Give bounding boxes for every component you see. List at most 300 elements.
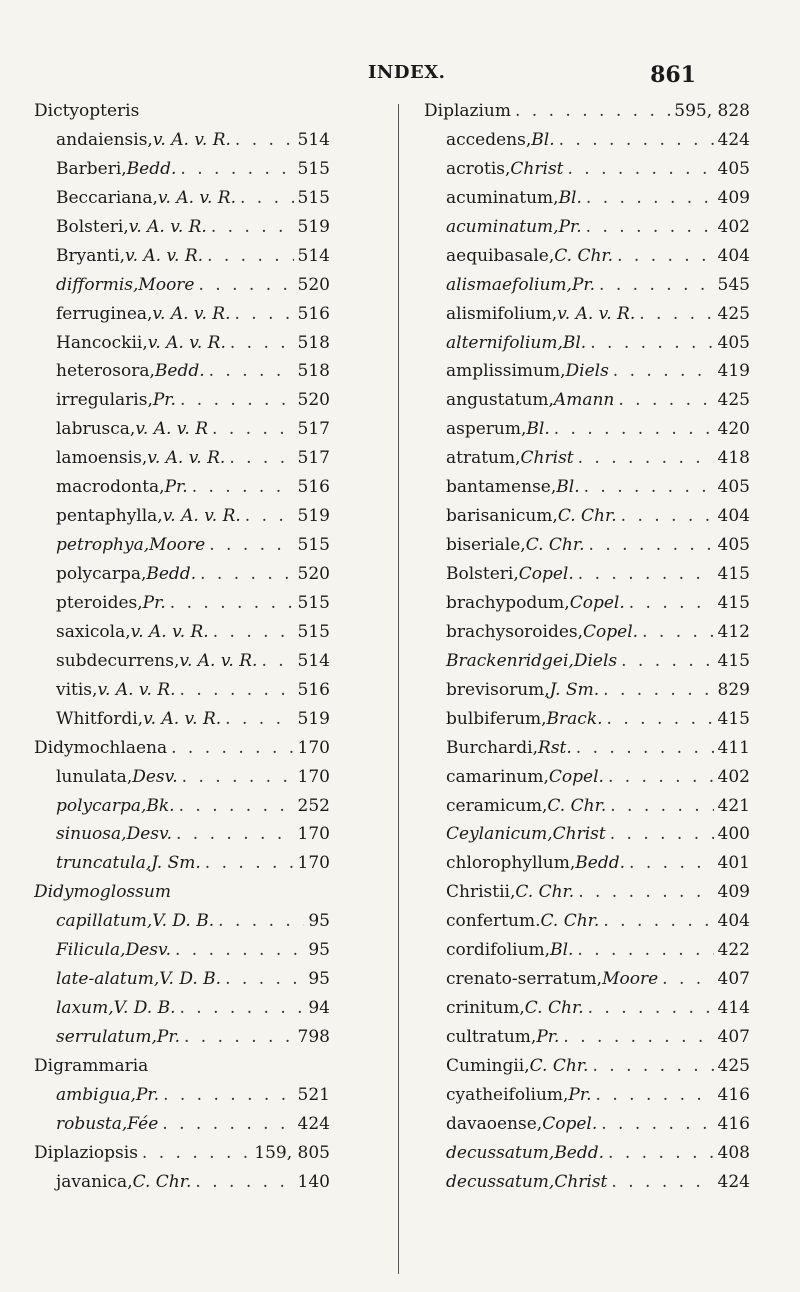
entry-author: Bl. <box>556 477 580 498</box>
entry-name: bantamense, <box>446 477 557 498</box>
entry-name: truncatula, <box>56 853 152 874</box>
dot-leader <box>180 676 294 705</box>
dot-leader <box>578 878 713 907</box>
entry-name: petrophya, <box>56 535 150 556</box>
entry-name: acuminatum, <box>446 187 559 208</box>
entry-name: capillatum, <box>56 911 153 932</box>
index-entry-species <box>34 1081 330 1110</box>
entry-author: Bedd. <box>575 853 626 874</box>
dot-leader <box>610 820 714 849</box>
entry-page-ref: 425 <box>717 303 750 324</box>
index-entry-species <box>424 589 750 618</box>
entry-author: Christ <box>510 158 564 179</box>
index-entry-species <box>34 444 330 473</box>
entry-author: Bl. <box>526 419 550 440</box>
dot-leader <box>621 502 714 531</box>
index-entry-species <box>424 300 750 329</box>
entry-name: Burchardi, <box>446 737 539 758</box>
entry-author: v. A. v. R. <box>557 303 636 324</box>
entry-name: aequibasale, <box>446 245 555 266</box>
dot-leader <box>245 502 294 531</box>
entry-name: camarinum, <box>446 766 549 787</box>
entry-page-ref: 424 <box>717 129 750 150</box>
entry-author: v. A. v. R. <box>152 129 231 150</box>
dot-leader <box>639 300 713 329</box>
index-entry-genus <box>34 97 330 126</box>
dot-leader <box>179 792 294 821</box>
index-entry-species <box>424 647 750 676</box>
dot-leader <box>230 329 294 358</box>
index-entry-species <box>424 994 750 1023</box>
entry-name: Bolsteri, <box>56 216 129 237</box>
dot-leader <box>175 936 304 965</box>
entry-name: Didymochlaena <box>34 737 168 758</box>
dot-leader <box>205 849 294 878</box>
index-entry-species <box>424 1168 750 1197</box>
entry-page-ref: 515 <box>297 621 330 642</box>
dot-leader <box>577 936 713 965</box>
dot-leader <box>629 849 714 878</box>
dot-leader <box>607 705 714 734</box>
entry-page-ref: 517 <box>297 419 330 440</box>
entry-name: biseriale, <box>446 535 526 556</box>
entry-page-ref: 595, 828 <box>674 101 750 121</box>
index-entry-genus <box>424 97 750 126</box>
index-entry-species <box>424 444 750 473</box>
column-divider <box>398 104 399 1274</box>
entry-author: v. A. v. R. <box>152 303 231 324</box>
index-entry-species <box>34 936 330 965</box>
entry-author: Desv. <box>126 824 172 845</box>
entry-page-ref: 521 <box>297 1084 330 1105</box>
entry-page-ref: 518 <box>297 332 330 353</box>
dot-leader <box>563 1023 713 1052</box>
entry-name: angustatum, <box>446 390 554 411</box>
entry-page-ref: 409 <box>717 882 750 903</box>
entry-page-ref: 415 <box>717 592 750 613</box>
entry-author: v. A. v. R. <box>147 332 226 353</box>
dot-leader <box>212 415 294 444</box>
index-entry-species <box>424 531 750 560</box>
index-entry-species <box>424 878 750 907</box>
entry-author: Copel. <box>518 564 574 584</box>
index-entry-genus <box>34 1139 330 1168</box>
entry-page-ref: 519 <box>297 506 330 527</box>
entry-name: Whitfordi, <box>56 708 144 729</box>
entry-author: Bedd. <box>126 158 177 179</box>
dot-leader <box>211 213 294 242</box>
index-entry-species <box>34 705 330 734</box>
index-entry-species <box>424 415 750 444</box>
entry-page-ref: 422 <box>717 940 750 961</box>
dot-leader <box>261 647 293 676</box>
entry-page-ref: 425 <box>717 390 750 411</box>
entry-page-ref: 402 <box>717 766 750 787</box>
entry-page-ref: 95 <box>308 911 330 932</box>
entry-author: Bedd. <box>554 1142 605 1163</box>
entry-page-ref: 520 <box>297 390 330 411</box>
dot-leader <box>642 618 713 647</box>
dot-leader <box>617 242 713 271</box>
entry-page-ref: 170 <box>297 824 330 845</box>
entry-name: polycarpa, <box>56 795 147 816</box>
index-entry-species <box>424 676 750 705</box>
index-entry-species <box>34 155 330 184</box>
index-entry-species <box>424 1139 750 1168</box>
entry-author: Pr. <box>164 477 188 498</box>
index-entry-species <box>34 271 330 300</box>
dot-leader <box>180 386 294 415</box>
entry-page-ref: 405 <box>717 158 750 179</box>
entry-page-ref: 516 <box>297 679 330 700</box>
entry-name: Hancockii, <box>56 332 148 353</box>
entry-page-ref: 517 <box>297 448 330 469</box>
entry-page-ref: 140 <box>297 1171 330 1192</box>
dot-leader <box>209 357 294 386</box>
entry-author: Diels <box>565 361 609 382</box>
index-entry-species <box>34 618 330 647</box>
index-entry-species <box>424 1110 750 1139</box>
dot-leader <box>578 444 714 473</box>
entry-author: Diels <box>573 650 618 671</box>
entry-author: Desv. <box>132 766 178 787</box>
page-header <box>0 62 800 92</box>
entry-name: pentaphylla, <box>56 506 163 527</box>
entry-name: chlorophyllum, <box>446 853 576 874</box>
entry-page-ref: 424 <box>717 1171 750 1192</box>
entry-author: C. Chr. <box>529 1055 589 1076</box>
dot-leader <box>176 820 294 849</box>
entry-author: C. Chr. <box>540 911 600 932</box>
dot-leader <box>180 155 293 184</box>
entry-author: Copel. <box>583 621 639 642</box>
entry-author: v. A. v. R. <box>162 506 241 527</box>
entry-name: ceramicum, <box>446 795 548 816</box>
index-entry-species <box>424 1052 750 1081</box>
entry-author: Bl. <box>562 332 587 353</box>
entry-author: C. Chr. <box>557 506 617 527</box>
entry-author: J. Sm. <box>549 679 600 700</box>
entry-name: polycarpa, <box>56 564 147 584</box>
index-entry-species <box>424 965 750 994</box>
entry-name: irregularis, <box>56 390 153 411</box>
dot-leader <box>578 560 714 589</box>
entry-author: C. Chr. <box>515 882 575 903</box>
entry-name: labrusca, <box>56 419 136 440</box>
index-entry-species <box>424 763 750 792</box>
dot-leader <box>608 763 714 792</box>
dot-leader <box>629 589 714 618</box>
entry-name: crenato-serratum, <box>446 969 603 990</box>
entry-author: Bk. <box>146 795 175 816</box>
entry-name: decussatum, <box>446 1171 555 1192</box>
index-entry-species <box>34 213 330 242</box>
entry-name: Bryanti, <box>56 245 125 266</box>
dot-leader <box>603 907 713 936</box>
entry-page-ref: 515 <box>297 535 330 556</box>
index-entry-species <box>424 849 750 878</box>
entry-author: Pr. <box>135 1084 160 1105</box>
entry-author: v. A. v. R <box>135 419 209 440</box>
dot-leader <box>515 97 670 126</box>
index-entry-species <box>34 502 330 531</box>
entry-page-ref: 514 <box>297 650 330 671</box>
index-entry-species <box>34 676 330 705</box>
entry-author: J. Sm. <box>151 853 201 874</box>
index-entry-species <box>424 357 750 386</box>
entry-author: Desv. <box>125 940 171 961</box>
entry-name: brachysoroides, <box>446 621 584 642</box>
entry-page-ref: 170 <box>297 853 330 874</box>
dot-leader <box>610 792 713 821</box>
entry-page-ref: 95 <box>308 940 330 961</box>
dot-leader <box>229 444 293 473</box>
dot-leader <box>213 618 294 647</box>
index-entry-species <box>34 242 330 271</box>
entry-name: difformis, <box>56 274 139 295</box>
entry-author: V. D. B. <box>152 911 215 932</box>
entry-page-ref: 408 <box>717 1142 750 1163</box>
index-entry-species <box>34 300 330 329</box>
entry-name: ambigua, <box>56 1084 136 1105</box>
index-entry-species <box>424 502 750 531</box>
index-entry-species <box>34 1023 330 1052</box>
entry-page-ref: 516 <box>297 303 330 324</box>
entry-name: Brackenridgei, <box>446 650 574 671</box>
dot-leader <box>171 734 293 763</box>
entry-page-ref: 798 <box>297 1027 330 1047</box>
dot-leader <box>182 763 294 792</box>
entry-page-ref: 416 <box>717 1084 750 1105</box>
entry-name: sinuosa, <box>56 824 127 845</box>
dot-leader <box>184 1023 294 1052</box>
entry-name: Barberi, <box>56 158 127 179</box>
entry-page-ref: 95 <box>308 969 330 990</box>
dot-leader <box>218 907 304 936</box>
entry-author: C. Chr. <box>524 998 584 1019</box>
entry-name: alismifolium, <box>446 303 558 324</box>
dot-leader <box>662 965 713 994</box>
entry-name: crinitum, <box>446 998 525 1019</box>
index-entry-genus <box>34 1052 330 1081</box>
entry-name: late-alatum, <box>56 969 160 990</box>
index-entry-species <box>424 560 750 589</box>
dot-leader <box>618 386 713 415</box>
entry-name: brachypodum, <box>446 592 570 613</box>
entry-page-ref: 404 <box>717 911 750 932</box>
dot-leader <box>142 1139 250 1168</box>
entry-name: alternifolium, <box>446 332 563 353</box>
entry-page-ref: 519 <box>297 216 330 237</box>
page-title: INDEX. <box>368 62 446 83</box>
entry-author: Bl. <box>558 187 582 208</box>
entry-page-ref: 405 <box>717 535 750 556</box>
entry-page-ref: 404 <box>717 506 750 527</box>
dot-leader <box>590 329 713 358</box>
index-entry-species <box>424 184 750 213</box>
entry-name: decussatum, <box>446 1142 555 1163</box>
entry-page-ref: 514 <box>297 245 330 266</box>
index-entry-species <box>424 329 750 358</box>
dot-leader <box>179 994 304 1023</box>
index-entry-species <box>34 531 330 560</box>
entry-author: v. A. v. R. <box>128 216 207 237</box>
index-entry-species <box>34 1168 330 1197</box>
entry-name: Didymoglossum <box>34 882 171 903</box>
dot-leader <box>608 1139 714 1168</box>
entry-page-ref: 170 <box>297 737 330 758</box>
dot-leader <box>240 184 294 213</box>
entry-page-ref: 407 <box>717 1027 750 1047</box>
entry-page-ref: 409 <box>717 187 750 208</box>
page-number: 861 <box>650 62 696 88</box>
entry-name: Ceylanicum, <box>446 824 553 845</box>
entry-name: macrodonta, <box>56 477 165 498</box>
entry-author: v. A. v. R. <box>97 679 176 700</box>
entry-author: Bedd. <box>154 361 205 382</box>
entry-page-ref: 515 <box>297 187 330 208</box>
entry-name: brevisorum, <box>446 679 550 700</box>
index-entry-species <box>34 560 330 589</box>
entry-name: acuminatum, <box>446 216 559 237</box>
index-entry-genus <box>34 734 330 763</box>
entry-page-ref: 170 <box>297 766 330 787</box>
entry-author: C. Chr. <box>554 245 614 266</box>
entry-author: C. Chr. <box>525 535 585 556</box>
entry-name: amplissimum, <box>446 361 566 382</box>
entry-name: Diplazium <box>424 101 511 121</box>
index-entry-species <box>424 705 750 734</box>
entry-author: Copel. <box>548 766 604 787</box>
index-entry-species <box>424 242 750 271</box>
index-entry-genus <box>34 878 330 907</box>
entry-page-ref: 418 <box>717 448 750 469</box>
entry-name: alismaefolium, <box>446 274 572 295</box>
entry-author: Rst. <box>538 737 572 758</box>
entry-name: laxum, <box>56 998 114 1019</box>
dot-leader <box>559 126 714 155</box>
entry-author: Copel. <box>542 1113 598 1134</box>
dot-leader <box>195 1168 293 1197</box>
entry-page-ref: 514 <box>297 129 330 150</box>
entry-author: v. A. v. R. <box>143 708 222 729</box>
entry-name: Christii, <box>446 882 516 903</box>
entry-author: Pr. <box>571 274 596 295</box>
entry-name: saxicola, <box>56 621 131 642</box>
index-entry-species <box>424 1023 750 1052</box>
index-entry-species <box>34 994 330 1023</box>
dot-leader <box>589 531 714 560</box>
dot-leader <box>586 213 714 242</box>
dot-leader <box>592 1052 713 1081</box>
entry-name: cultratum, <box>446 1027 537 1047</box>
index-entry-species <box>34 184 330 213</box>
dot-leader <box>584 473 714 502</box>
entry-page-ref: 401 <box>717 853 750 874</box>
dot-leader <box>170 589 294 618</box>
entry-name: andaiensis, <box>56 129 153 150</box>
dot-leader <box>162 1110 293 1139</box>
index-entry-species <box>34 473 330 502</box>
index-entry-species <box>424 936 750 965</box>
entry-name: Cumingii, <box>446 1055 530 1076</box>
entry-page-ref: 412 <box>717 621 750 642</box>
index-entry-species <box>34 1110 330 1139</box>
entry-name: Dictyopteris <box>34 101 140 121</box>
entry-page-ref: 519 <box>297 708 330 729</box>
dot-leader <box>235 300 294 329</box>
index-entry-species <box>424 473 750 502</box>
dot-leader <box>225 705 293 734</box>
entry-name: heterosora, <box>56 361 155 382</box>
entry-name: Filicula, <box>56 940 126 961</box>
entry-page-ref: 545 <box>717 274 750 295</box>
dot-leader <box>199 271 294 300</box>
entry-name: acrotis, <box>446 158 511 179</box>
dot-leader <box>192 473 294 502</box>
entry-page-ref: 415 <box>717 650 750 671</box>
entry-author: v. A. v. R. <box>147 448 226 469</box>
entry-name: cordifolium, <box>446 940 551 961</box>
entry-author: C. Chr. <box>547 795 607 816</box>
dot-leader <box>599 271 714 300</box>
entry-name: robusta, <box>56 1113 128 1134</box>
entry-author: Christ <box>520 448 574 469</box>
entry-author: v. A. v. R. <box>157 187 236 208</box>
entry-name: asperum, <box>446 419 527 440</box>
entry-page-ref: 421 <box>717 795 750 816</box>
entry-author: Bl. <box>550 940 574 961</box>
index-entry-species <box>34 763 330 792</box>
dot-leader <box>588 994 714 1023</box>
entry-author: Bedd. <box>146 564 197 584</box>
index-entry-species <box>34 820 330 849</box>
entry-page-ref: 425 <box>717 1055 750 1076</box>
entry-name: bulbiferum, <box>446 708 547 729</box>
entry-author: Pr. <box>536 1027 560 1047</box>
index-entry-species <box>424 386 750 415</box>
entry-author: Amann <box>553 390 615 411</box>
entry-author: Pr. <box>152 390 176 411</box>
entry-name: lunulata, <box>56 766 133 787</box>
entry-page-ref: 515 <box>297 158 330 179</box>
entry-author: V. D. B. <box>159 969 222 990</box>
dot-leader <box>621 647 713 676</box>
entry-author: C. Chr. <box>132 1171 192 1192</box>
entry-author: Christ <box>554 1171 608 1192</box>
dot-leader <box>235 126 294 155</box>
dot-leader <box>603 676 713 705</box>
entry-author: Christ <box>552 824 606 845</box>
entry-author: Pr. <box>558 216 582 237</box>
entry-author: Moore <box>149 535 206 556</box>
dot-leader <box>225 965 304 994</box>
entry-name: confertum. <box>446 911 541 932</box>
entry-page-ref: 520 <box>297 564 330 584</box>
entry-name: subdecurrens, <box>56 650 180 671</box>
dot-leader <box>576 734 714 763</box>
index-entry-species <box>424 820 750 849</box>
entry-author: Brack. <box>546 708 603 729</box>
entry-name: Beccariana, <box>56 187 158 208</box>
entry-author: Moore <box>602 969 659 990</box>
entry-name: cyatheifolium, <box>446 1084 569 1105</box>
index-entry-species <box>34 386 330 415</box>
entry-page-ref: 420 <box>717 419 750 440</box>
index-entry-species <box>34 329 330 358</box>
entry-page-ref: 405 <box>717 332 750 353</box>
entry-page-ref: 411 <box>717 737 750 758</box>
